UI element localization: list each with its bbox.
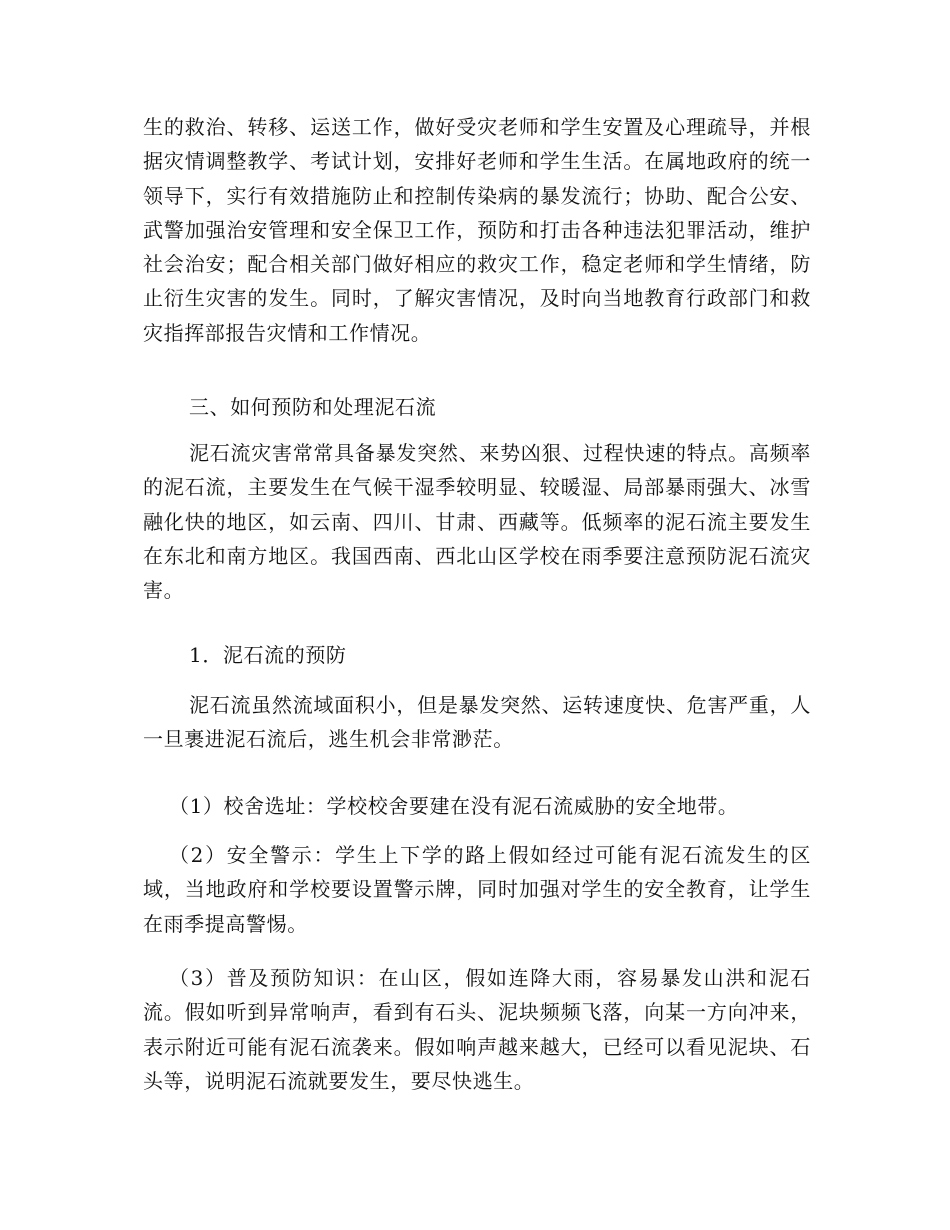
section-heading-mudslide: 三、如何预防和处理泥石流 bbox=[189, 395, 437, 419]
list-item-prevention-knowledge: （3）普及预防知识：在山区，假如连降大雨，容易暴发山洪和泥石流。假如听到异常响声，看到有石头、泥块频频飞落，向某一方向冲来，表示附近可能有泥石流袭来。假如响声越来越大，已经可以看见泥块、石头等，说明泥石流就要发生，要尽快逃生。 bbox=[143, 966, 811, 1093]
list-item-safety-warning: （2）安全警示：学生上下学的路上假如经过可能有泥石流发生的区域，当地政府和学校要设置警示牌，同时加强对学生的安全教育，让学生在雨季提高警惕。 bbox=[143, 843, 811, 936]
subsection-heading-prevention: 1．泥石流的预防 bbox=[189, 643, 347, 667]
body-paragraph-continued: 生的救治、转移、运送工作，做好受灾老师和学生安置及心理疏导，并根据灾情调整教学、考试计划，安排好老师和学生生活。在属地政府的统一领导下，实行有效措施防止和控制传染病的暴发流行；协助、配合公安、武警加强治安管理和安全保卫工作，预防和打击各种违法犯罪活动，维护社会治安；配合相关部门做好相应的救灾工作，稳定老师和学生情绪，防止衍生灾害的发生。同时，了解灾害情况，及时向当地教育行政部门和救灾指挥部报告灾情和工作情况。 bbox=[143, 115, 811, 345]
body-paragraph-prevention-intro: 泥石流虽然流域面积小，但是暴发突然、运转速度快、危害严重，人一旦裹进泥石流后，逃生机会非常渺茫。 bbox=[143, 693, 811, 752]
list-item-school-site: （1）校舍选址：学校校舍要建在没有泥石流威胁的安全地带。 bbox=[169, 794, 739, 818]
body-paragraph-mudslide-intro: 泥石流灾害常常具备暴发突然、来势凶狠、过程快速的特点。高频率的泥石流，主要发生在气候干湿季较明显、较暖湿、局部暴雨强大、冰雪融化快的地区，如云南、四川、甘肃、西藏等。低频率的泥石流主要发生在东北和南方地区。我国西南、西北山区学校在雨季要注意预防泥石流灾害。 bbox=[143, 441, 811, 603]
